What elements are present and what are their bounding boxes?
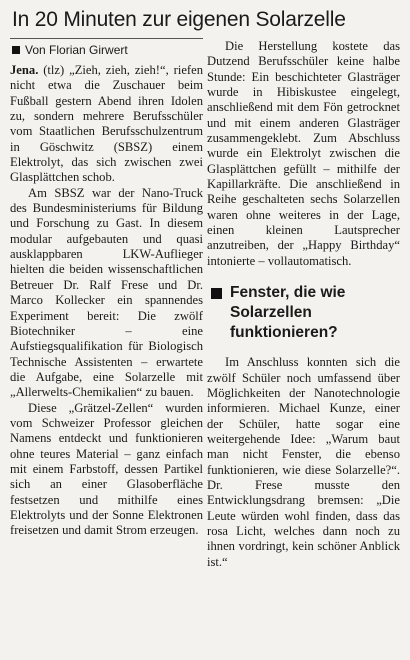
dateline: Jena. [10,63,39,77]
paragraph-anschluss: Im Anschluss konnten sich die zwölf Schüler noch umfassend über Möglichkeiten der Nanotechnologie informieren. Michael Kunze, einer der Schüler, hatte sogar eine weitergehende Idee: „Warum baut man nicht Fenster, die ebenso funktionieren, wie diese Solarzelle?“. Dr. Frese musste den Entwicklungsdrang bremsen: „Die Leute würden wohl finden, dass das rosa Licht, welches dann noch zu ihnen vordringt, kein schöner Anblick ist.“ [207,355,400,569]
byline-square-icon [12,46,20,54]
paragraph-intro-text: (tlz) „Zieh, zieh, zieh!“, riefen nicht etwa die Zuschauer beim Fußball gestern Abend ihren Idolen zu, sondern mehrere Berufsschüler vom Staatlichen Berufsschulzentrum in Göschwitz (SBSZ) einem Elektrolyt, das sich zwischen zwei Glasplättchen schob. [10,63,203,185]
paragraph-herstellung: Die Herstellung kostete das Dutzend Berufsschüler keine halbe Stunde: Ein beschichteter Glasträger wurde in Hibiskustee eingelegt, anschließend mit dem Fön getrocknet und mit einem anderen Glasträger zusammengeklebt. Zum Abschluss wurde ein Elektrolyt zwischen die Glasplättchen gefüllt – mithilfe der Kapillarkräfte. Die anschließend in Reihe geschalteten sechs Solarzellen waren ohne weiteres in der Lage, einen kleinen Lautsprecher anzutreiben, der „Happy Birthday“ intonierte – vollautomatisch. [207,39,400,268]
byline [12,43,203,57]
right-column [207,38,400,570]
article-columns [10,38,400,570]
subheading [207,283,400,343]
subheading-text: Fenster, die wie Solarzellen funktionieren? [230,284,346,342]
left-column [10,38,203,570]
paragraph-nano-truck: Am SBSZ war der Nano-Truck des Bundesministeriums für Bildung und Forschung zu Gast. In diesem modular aufgebauten und quasi ausklappbaren LKW-Auflieger hielten die beiden wissenschaftlichen Betreuer Dr. Ralf Frese und Dr. Marco Kollecker ein spannendes Experiment bereit: Die zwölf Biotechniker – eine Aufstiegsqualifikation für Biologisch Technische Assistenten – erwartete die Aufgabe, eine Solarzelle mit „Allerwelts-Chemikalien“ zu bauen. [10,185,203,400]
byline-text: Von Florian Girwert [25,43,128,57]
headline-rule [10,38,203,39]
paragraph-intro [10,63,203,186]
subheading-square-icon [211,288,222,299]
paragraph-graetzel: Diese „Grätzel-Zellen“ wurden vom Schweizer Professor gleichen Namens entdeckt und funktionieren ohne teures Material – ganz einfach mit einem Farbstoff, dessen Partikel sich an einer Glasoberfläche festsetzen und mithilfe eines Elektrolyts und der Sonne Elektronen freisetzen und damit Strom erzeugen. [10,400,203,538]
article-headline: In 20 Minuten zur eigenen Solarzelle [12,8,346,31]
